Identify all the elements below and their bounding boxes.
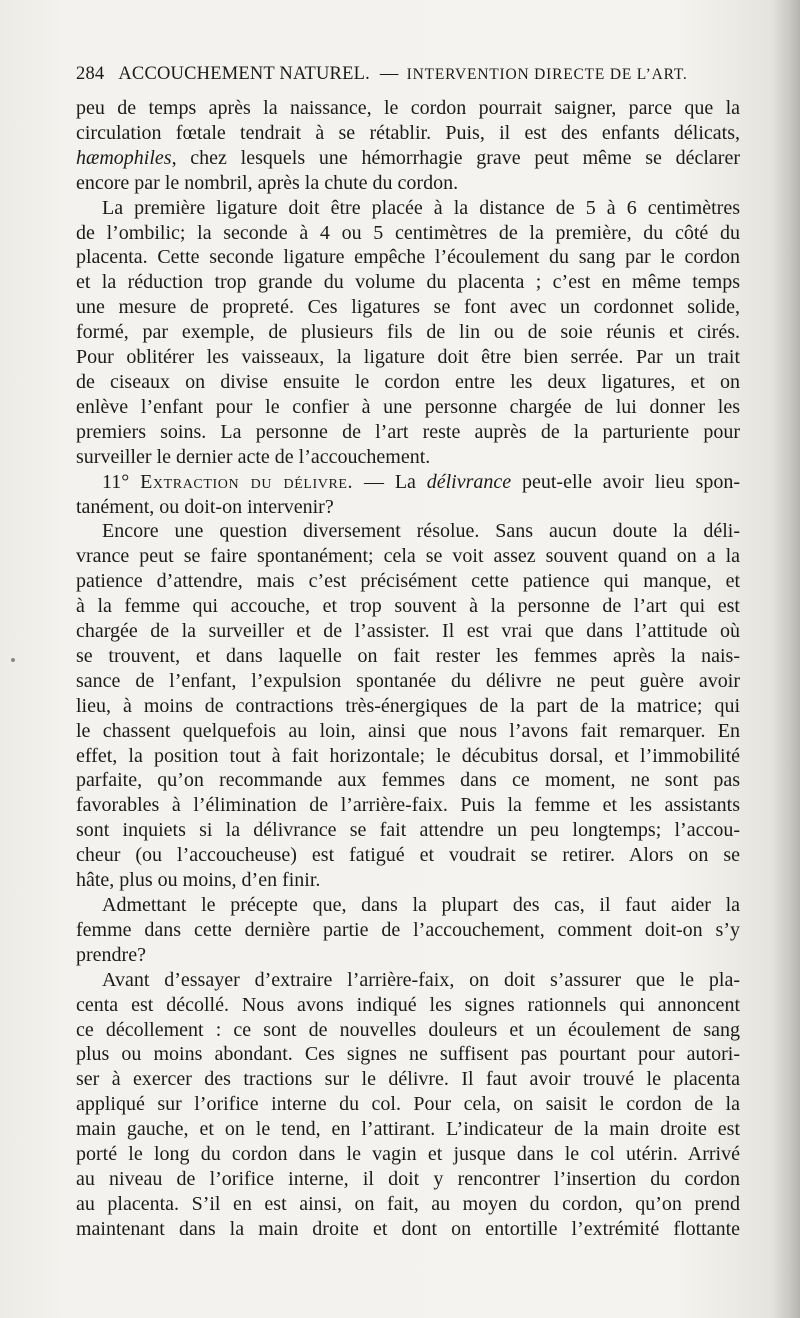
text-line [76, 669, 740, 694]
section-heading: Extraction du délivre. [140, 470, 354, 493]
text-run: femme dans cette dernière partie de l’accouchement, comment doit-on s’y [76, 918, 740, 941]
text-line [76, 1117, 740, 1142]
text-run: et la réduction trop grande du volume du placenta ; c’est en même temps [76, 271, 740, 294]
text-line [76, 96, 740, 121]
text-run: vrance peut se faire spontanément; cela se voit assez souvent quand on a la [76, 545, 740, 568]
text-run: — La [353, 470, 427, 493]
body-text [76, 96, 740, 1242]
text-line [76, 569, 740, 594]
text-line [76, 171, 740, 196]
text-line [76, 1092, 740, 1117]
text-run: au placenta. S’il en est ainsi, on fait, au moyen du cordon, qu’on prend [76, 1192, 740, 1215]
text-run: encore par le nombril, après la chute du cordon. [76, 171, 459, 194]
running-header [76, 64, 748, 90]
text-run: patience d’attendre, mais c’est précisément cette patience qui manque, et [76, 570, 740, 593]
running-title: ACCOUCHEMENT NATUREL. [118, 64, 370, 84]
text-line [76, 1067, 740, 1092]
text-line [76, 395, 740, 420]
text-line [76, 768, 740, 793]
text-line [76, 993, 740, 1018]
text-line [76, 943, 740, 968]
text-line [76, 1192, 740, 1217]
text-line [76, 694, 740, 719]
text-line [76, 1142, 740, 1167]
text-line [76, 1018, 740, 1043]
text-line [76, 544, 740, 569]
text-line [76, 470, 740, 495]
italic-text: délivrance [426, 470, 512, 493]
text-line [76, 295, 740, 320]
text-line [76, 345, 740, 370]
text-line [76, 146, 740, 171]
text-run: tanément, ou doit-on intervenir? [76, 495, 334, 518]
text-line [76, 744, 740, 769]
text-run: peut-elle avoir lieu spon- [511, 470, 740, 493]
text-line [76, 420, 740, 445]
text-run: ce décollement : ce sont de nouvelles douleurs et un écoulement de sang [76, 1018, 740, 1041]
text-run: à la femme qui accouche, et trop souvent à la personne de l’art qui est [76, 595, 740, 618]
text-run: hâte, plus ou moins, d’en finir. [76, 869, 321, 892]
text-line [76, 320, 740, 345]
text-line [76, 644, 740, 669]
text-run: centa est décollé. Nous avons indiqué les signes rationnels qui annoncent [76, 993, 740, 1016]
text-run: main gauche, et on le tend, en l’attirant. L’indicateur de la main droite est [76, 1118, 740, 1141]
text-run: de ciseaux on divise ensuite le cordon entre les deux ligatures, et on [76, 370, 740, 393]
text-run: circulation fœtale tendrait à se rétablir. Puis, il est des enfants délicats, [76, 121, 740, 144]
text-run: au niveau de l’orifice interne, il doit y rencontrer l’insertion du cordon [76, 1167, 740, 1190]
text-run: formé, par exemple, de plusieurs fils de lin ou de soie réunis et cirés. [76, 321, 740, 344]
text-run: Encore une question diversement résolue. Sans aucun doute la déli- [102, 520, 740, 543]
text-line [76, 270, 740, 295]
text-run: le chassent quelquefois au loin, ainsi que nous l’avons fait remarquer. En [76, 719, 740, 742]
text-line [76, 893, 740, 918]
text-run: plus ou moins abondant. Ces signes ne suffisent pas pourtant pour autori- [76, 1043, 740, 1066]
text-run: cheur (ou l’accoucheuse) est fatigué et voudrait se retirer. Alors on se [76, 844, 740, 867]
text-run: se trouvent, et dans laquelle on fait rester les femmes après la nais- [76, 644, 740, 667]
text-line [76, 594, 740, 619]
text-run: placenta. Cette seconde ligature empêche l’écoulement du sang par le cordon [76, 246, 740, 269]
text-line [76, 519, 740, 544]
text-line [76, 1042, 740, 1067]
text-run: prendre? [76, 943, 146, 966]
text-run: Avant d’essayer d’extraire l’arrière-faix, on doit s’assurer que le pla- [102, 968, 740, 991]
text-run: une mesure de propreté. Ces ligatures se font avec un cordonnet solide, [76, 296, 740, 319]
text-line [76, 1167, 740, 1192]
text-line [76, 196, 740, 221]
text-run: surveiller le dernier acte de l’accouchement. [76, 445, 431, 468]
running-section: INTERVENTION DIRECTE DE L’ART. [406, 66, 688, 83]
text-line [76, 221, 740, 246]
text-run: favorables à l’élimination de l’arrière-faix. Puis la femme et les assistants [76, 794, 740, 817]
text-run: lieu, à moins de contractions très-énergiques de la part de la matrice; qui [76, 694, 740, 717]
text-run: La première ligature doit être placée à la distance de 5 à 6 centimètres [102, 196, 740, 219]
italic-text: hæmophiles [76, 146, 172, 169]
text-line [76, 868, 740, 893]
text-run: effet, la position tout à fait horizontale; le décubitus dorsal, et l’immobilité [76, 744, 740, 767]
text-line [76, 818, 740, 843]
text-run: premiers soins. La personne de l’art reste auprès de la parturiente pour [76, 420, 740, 443]
text-run: sont inquiets si la délivrance se fait attendre un peu longtemps; l’accou- [76, 819, 740, 842]
text-run: Pour oblitérer les vaisseaux, la ligature doit être bien serrée. Par un trait [76, 346, 740, 369]
text-run: appliqué sur l’orifice interne du col. Pour cela, on saisit le cordon de la [76, 1093, 740, 1116]
page-edge-shadow [772, 0, 800, 1318]
page-number: 284 [76, 64, 105, 84]
text-run: de l’ombilic; la seconde à 4 ou 5 centimètres de la première, du côté du [76, 221, 740, 244]
margin-speck [11, 658, 15, 662]
text-line [76, 495, 740, 520]
text-run: ser à exercer des tractions sur le délivre. Il faut avoir trouvé le placenta [76, 1068, 740, 1091]
text-line [76, 619, 740, 644]
text-line [76, 793, 740, 818]
text-run: maintenant dans la main droite et dont on entortille l’extrémité flottante [76, 1217, 740, 1240]
text-line [76, 245, 740, 270]
text-run: porté le long du cordon dans le vagin et jusque dans le col utérin. Arrivé [76, 1143, 740, 1166]
text-run: 11° [102, 470, 141, 493]
text-run: chargée de la surveiller et de l’assister. Il est vrai que dans l’attitude où [76, 620, 740, 643]
text-line [76, 370, 740, 395]
header-dash: — [379, 64, 399, 84]
text-run: parfaite, qu’on recommande aux femmes dans ce moment, ne sont pas [76, 769, 740, 792]
text-line [76, 918, 740, 943]
text-run: Admettant le précepte que, dans la plupart des cas, il faut aider la [102, 894, 740, 916]
text-line [76, 445, 740, 470]
text-run: enlève l’enfant pour le confier à une personne chargée de lui donner les [76, 395, 740, 418]
text-line [76, 1217, 740, 1242]
text-run: sance de l’enfant, l’expulsion spontanée du délivre ne peut guère avoir [76, 669, 740, 692]
text-line [76, 968, 740, 993]
text-line [76, 843, 740, 868]
text-run: , chez lesquels une hémorrhagie grave peut même se déclarer [171, 146, 740, 169]
text-run: peu de temps après la naissance, le cordon pourrait saigner, parce que la [76, 97, 740, 119]
text-line [76, 719, 740, 744]
text-line [76, 121, 740, 146]
